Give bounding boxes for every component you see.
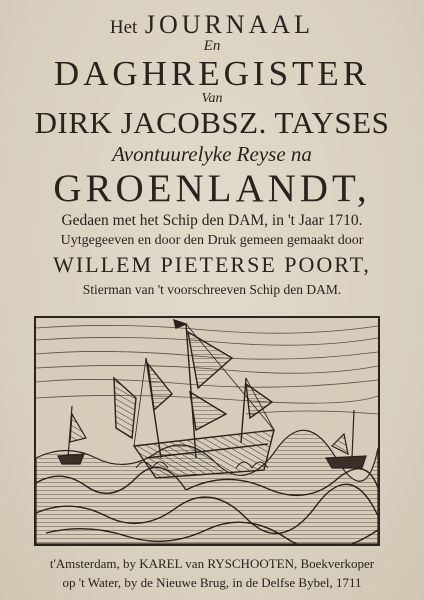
publication-note: Uytgegeeven en door den Druk gemeen gemaakt door bbox=[60, 233, 364, 248]
editor-role: Stierman van 't voorschreeven Schip den DAM. bbox=[82, 282, 342, 297]
ship-engraving bbox=[34, 316, 380, 546]
right-small-ship bbox=[326, 410, 366, 468]
title-main: JOURNAAL bbox=[144, 10, 315, 39]
ship-storm-illustration bbox=[36, 318, 378, 544]
ship-and-year: Gedaen met het Schip den DAM, in 't Jaar 1710. bbox=[61, 212, 363, 229]
title-daghregister: DAGHREGISTER bbox=[53, 54, 371, 93]
title-line-journaal bbox=[0, 10, 424, 40]
left-small-ship bbox=[58, 406, 86, 464]
main-ship bbox=[114, 320, 274, 478]
title-conjunction: En bbox=[203, 38, 221, 54]
subtitle-voyage: Avontuurelyke Reyse na bbox=[112, 142, 312, 166]
imprint-line-2: op 't Water, by de Nieuwe Brug, in de Delfse Bybel, 1711 bbox=[62, 575, 362, 590]
title-van: Van bbox=[201, 91, 223, 106]
editor-name: WILLEM PIETERSE POORT, bbox=[53, 252, 371, 277]
destination-groenlandt: GROENLANDT, bbox=[53, 167, 371, 210]
title-prefix: Het bbox=[109, 17, 138, 38]
author-name: DIRK JACOBSZ. TAYSES bbox=[34, 105, 390, 140]
imprint-line-1: t'Amsterdam, by KAREL van RYSCHOOTEN, Boekverkoper bbox=[49, 556, 375, 571]
